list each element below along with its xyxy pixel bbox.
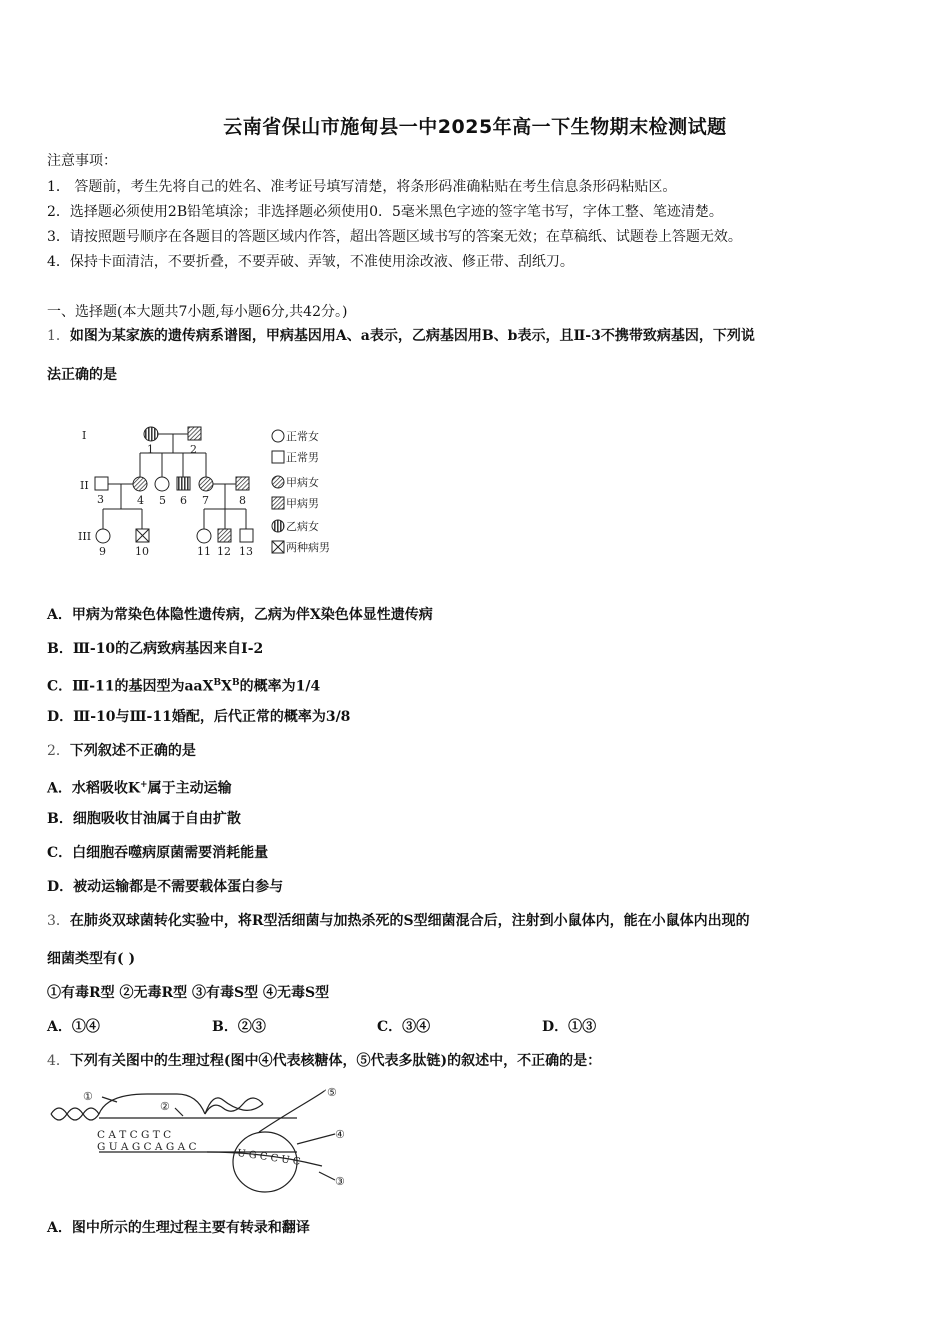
legend-label: 甲病女 [286, 476, 319, 489]
option: B．Ⅲ-10的乙病致病基因来自I-2 [47, 641, 264, 657]
option: A．图中所示的生理过程主要有转录和翻译 [47, 1220, 310, 1236]
marker-1: ① [83, 1090, 93, 1103]
option-a-prefix: A．水稻吸收K [47, 780, 141, 797]
rna-sequence: G U A G C A G A C [97, 1141, 197, 1153]
question-1-line1: 如图为某家族的遗传病系谱图，甲病基因用A、a表示，乙病基因用B、b表示，且Ⅱ-3不携带致病基因，下列说 [69, 328, 755, 344]
ribosome-sequence: U G C C U C [236, 1147, 302, 1168]
legend-label: 正常男 [286, 451, 319, 464]
option: A．甲病为常染色体隐性遗传病，乙病为伴X染色体显性遗传病 [47, 607, 433, 623]
option: C．白细胞吞噬病原菌需要消耗能量 [47, 845, 269, 861]
marker-4: ④ [335, 1128, 345, 1141]
section-heading: 一、选择题(本大题共7小题,每小题6分,共42分。) [47, 304, 348, 320]
option-c-suffix: 的概率为1/4 [239, 678, 321, 695]
superscript: + [140, 780, 148, 790]
individual-number: 10 [135, 545, 149, 558]
legend-label: 正常女 [286, 430, 319, 443]
option-c-prefix: C．Ⅲ-11的基因型为aaX [47, 678, 214, 695]
question-4-stem: 下列有关图中的生理过程(图中④代表核糖体，⑤代表多肽链)的叙述中，不正确的是： [69, 1053, 602, 1069]
question-3-line1: 在肺炎双球菌转化实验中，将R型活细菌与加热杀死的S型细菌混合后，注射到小鼠体内，能在小鼠体内出现的 [69, 913, 750, 929]
question-number: 3． [47, 913, 70, 929]
individual-III-12 [218, 529, 231, 542]
question-number: 4． [47, 1053, 70, 1069]
individual-number: 8 [239, 494, 246, 507]
question-number: 1． [47, 328, 70, 344]
individual-I-1 [144, 427, 158, 441]
individual-number: 12 [217, 545, 231, 558]
individual-number: 2 [190, 443, 197, 456]
option: C．③④ [377, 1019, 431, 1035]
individual-II-8 [236, 477, 249, 490]
individual-II-3 [95, 477, 108, 490]
legend-a-male-icon [272, 497, 284, 509]
question-number: 2． [47, 743, 70, 759]
question-1-text [47, 327, 755, 345]
generation-label: I [82, 429, 87, 442]
individual-number: 13 [239, 545, 253, 558]
question-3-options [47, 1018, 596, 1036]
question-4-text [47, 1052, 601, 1070]
option: D．被动运输都是不需要载体蛋白参与 [47, 879, 284, 895]
individual-III-11 [197, 529, 211, 543]
notice-item: 1． 答题前，考生先将自己的姓名、准考证号填写清楚，将条形码准确粘贴在考生信息条形码粘贴区。 [47, 179, 677, 195]
option-c [47, 674, 320, 696]
legend-normal-male-icon [272, 451, 284, 463]
superscript: B [213, 678, 222, 688]
individual-number: 6 [180, 494, 187, 507]
legend-label: 两种病男 [286, 541, 330, 554]
individual-number: 9 [99, 545, 106, 558]
transcription-translation-figure [47, 1080, 367, 1200]
option: D．①③ [542, 1019, 597, 1035]
individual-number: 3 [97, 493, 104, 506]
marker-2: ② [160, 1100, 170, 1113]
individual-number: 11 [197, 545, 211, 558]
option: B．细胞吸收甘油属于自由扩散 [47, 811, 241, 827]
generation-label: III [78, 530, 92, 543]
dna-sequence: C A T C G T C [97, 1129, 172, 1141]
pedigree-figure [70, 415, 360, 565]
option: B．②③ [212, 1019, 266, 1035]
individual-number: 1 [147, 443, 154, 456]
individual-II-5 [155, 477, 169, 491]
generation-label: II [80, 479, 89, 492]
marker-5: ⑤ [327, 1086, 337, 1099]
individual-III-13 [240, 529, 253, 542]
question-2-text [47, 742, 196, 760]
individual-number: 7 [202, 494, 209, 507]
option: D．Ⅲ-10与Ⅲ-11婚配，后代正常的概率为3/8 [47, 709, 351, 725]
question-1-line2: 法正确的是 [47, 367, 117, 383]
notice-item: 3．请按照题号顺序在各题目的答题区域内作答，超出答题区域书写的答案无效；在草稿纸、试题卷上答题无效。 [47, 229, 742, 245]
individual-II-7 [199, 477, 213, 491]
question-3-text [47, 912, 750, 930]
option: A．①④ [47, 1019, 100, 1035]
option-c-mid: X [221, 678, 232, 695]
legend-label: 甲病男 [286, 497, 319, 510]
legend-a-female-icon [272, 476, 284, 488]
question-3-items: ①有毒R型 ②无毒R型 ③有毒S型 ④无毒S型 [47, 985, 330, 1001]
notice-item: 4．保持卡面清洁，不要折叠，不要弄破、弄皱，不准使用涂改液、修正带、刮纸刀。 [47, 254, 574, 270]
individual-II-6 [177, 477, 190, 490]
page-title: 云南省保山市施甸县一中2025年高一下生物期末检测试题 [223, 116, 727, 138]
legend-label: 乙病女 [286, 520, 319, 533]
individual-number: 4 [137, 494, 144, 507]
individual-I-2 [188, 427, 201, 440]
individual-number: 5 [159, 494, 166, 507]
individual-II-4 [133, 477, 147, 491]
legend-b-female-icon [272, 520, 284, 532]
option-a-suffix: 属于主动运输 [147, 780, 232, 797]
marker-3: ③ [335, 1175, 345, 1188]
notice-heading: 注意事项： [47, 153, 117, 169]
option-a [47, 776, 232, 798]
individual-III-9 [96, 529, 110, 543]
superscript: B [231, 678, 240, 688]
question-3-line2: 细菌类型有( ) [47, 951, 136, 967]
notice-item: 2．选择题必须使用2B铅笔填涂；非选择题必须使用0．5毫米黑色字迹的签字笔书写，字体工整、笔迹清楚。 [47, 204, 723, 220]
question-2-stem: 下列叙述不正确的是 [69, 743, 196, 759]
legend-normal-female-icon [272, 430, 284, 442]
